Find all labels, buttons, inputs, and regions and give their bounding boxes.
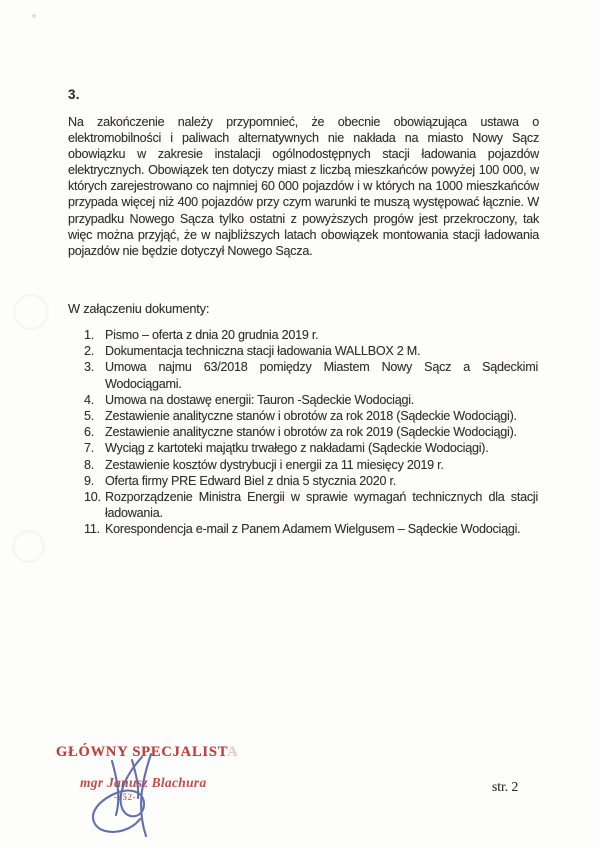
attachment-item bbox=[84, 440, 538, 456]
hole-punch-mark bbox=[13, 294, 49, 330]
hole-punch-mark bbox=[12, 530, 45, 563]
stamp-signer-name: mgr Janusz Blachura bbox=[80, 775, 207, 790]
attachment-text: Pismo – oferta z dnia 20 grudnia 2019 r. bbox=[105, 328, 319, 342]
attachment-item bbox=[84, 424, 538, 440]
attachment-number: 5. bbox=[84, 409, 95, 424]
attachment-number: 3. bbox=[84, 360, 95, 375]
handwritten-signature bbox=[76, 748, 206, 844]
attachment-text: Wyciąg z kartoteki majątku trwałego z nakładami (Sądeckie Wodociągi). bbox=[105, 441, 489, 456]
attachment-text: Dokumentacja techniczna stacji ładowania WALLBOX 2 M. bbox=[105, 344, 421, 359]
attachments-list bbox=[84, 327, 538, 538]
section-heading: 3. bbox=[68, 87, 80, 102]
attachment-number: 6. bbox=[84, 425, 95, 440]
attachment-number: 10. bbox=[84, 490, 101, 505]
attachment-number: 2. bbox=[84, 344, 95, 359]
attachment-number: 8. bbox=[84, 457, 95, 472]
attachment-number: 4. bbox=[84, 392, 95, 407]
attachment-number: 9. bbox=[84, 473, 95, 488]
scan-corner-mark: + bbox=[31, 11, 38, 22]
stamp-title: GŁÓWNY SPECJALISTA bbox=[56, 744, 239, 760]
attachment-text: Rozporządzenie Ministra Energii w sprawie wymagań technicznych dla stacji ładowania. bbox=[105, 490, 538, 521]
stamp-title-faded: A bbox=[227, 744, 239, 760]
attachment-item bbox=[84, 327, 538, 343]
attachment-text: Zestawienie analityczne stanów i obrotów za rok 2018 (Sądeckie Wodociągi). bbox=[105, 409, 517, 424]
attachment-item bbox=[84, 521, 538, 537]
attachment-text: Umowa na dostawę energii: Tauron -Sądeckie Wodociągi. bbox=[105, 392, 415, 407]
attachment-item bbox=[84, 457, 538, 473]
attachment-item bbox=[84, 343, 538, 359]
attachment-text: Oferta firmy PRE Edward Biel z dnia 5 stycznia 2020 r. bbox=[105, 473, 396, 488]
attachments-heading: W załączeniu dokumenty: bbox=[68, 301, 210, 316]
attachment-number: 11. bbox=[84, 522, 100, 537]
attachment-item bbox=[84, 359, 538, 391]
attachment-number: 7. bbox=[84, 441, 95, 456]
attachment-text: Korespondencja e-mail z Panem Adamem Wielgusem – Sądeckie Wodociągi. bbox=[105, 522, 521, 537]
attachment-text: Zestawienie analityczne stanów i obrotów za rok 2019 (Sądeckie Wodociągi). bbox=[105, 425, 517, 440]
attachment-item bbox=[84, 408, 538, 424]
body-paragraph: Na zakończenie należy przypomnieć, że obecnie obowiązująca ustawa o elektromobilności i paliwach alternatywnych nie nakłada na miasto Nowy Sącz obowiązku w zakresie instalacji ogólnodostępnych stacji ładowania pojazdów elektrycznych. Obowiązek ten dotyczy miast z liczbą mieszkańców powyżej 100 000, w których zarejestrowano co najmniej 60 000 pojazdów i w których na 1000 mieszkańców przypada więcej niż 400 pojazdów przy czym warunki te muszą występować łącznie. W przypadku Nowego Sącza tylko ostatni z powyższych progów jest przekroczony, tak więc można przyjąć, że w najbliższych latach obowiązek montowania stacji ładowania pojazdów nie będzie dotyczył Nowego Sącza. bbox=[68, 115, 539, 258]
attachment-text: Umowa najmu 63/2018 pomiędzy Miastem Nowy Sącz a Sądeckimi Wodociągami. bbox=[105, 360, 538, 391]
attachment-text: Zestawienie kosztów dystrybucji i energii za 11 miesięcy 2019 r. bbox=[105, 457, 444, 472]
attachment-item bbox=[84, 473, 538, 489]
attachment-item bbox=[84, 392, 538, 408]
page-number: str. 2 bbox=[492, 779, 519, 794]
attachment-item bbox=[84, 489, 538, 521]
attachment-number: 1. bbox=[84, 328, 95, 342]
stamp-number: -852- bbox=[114, 792, 136, 802]
